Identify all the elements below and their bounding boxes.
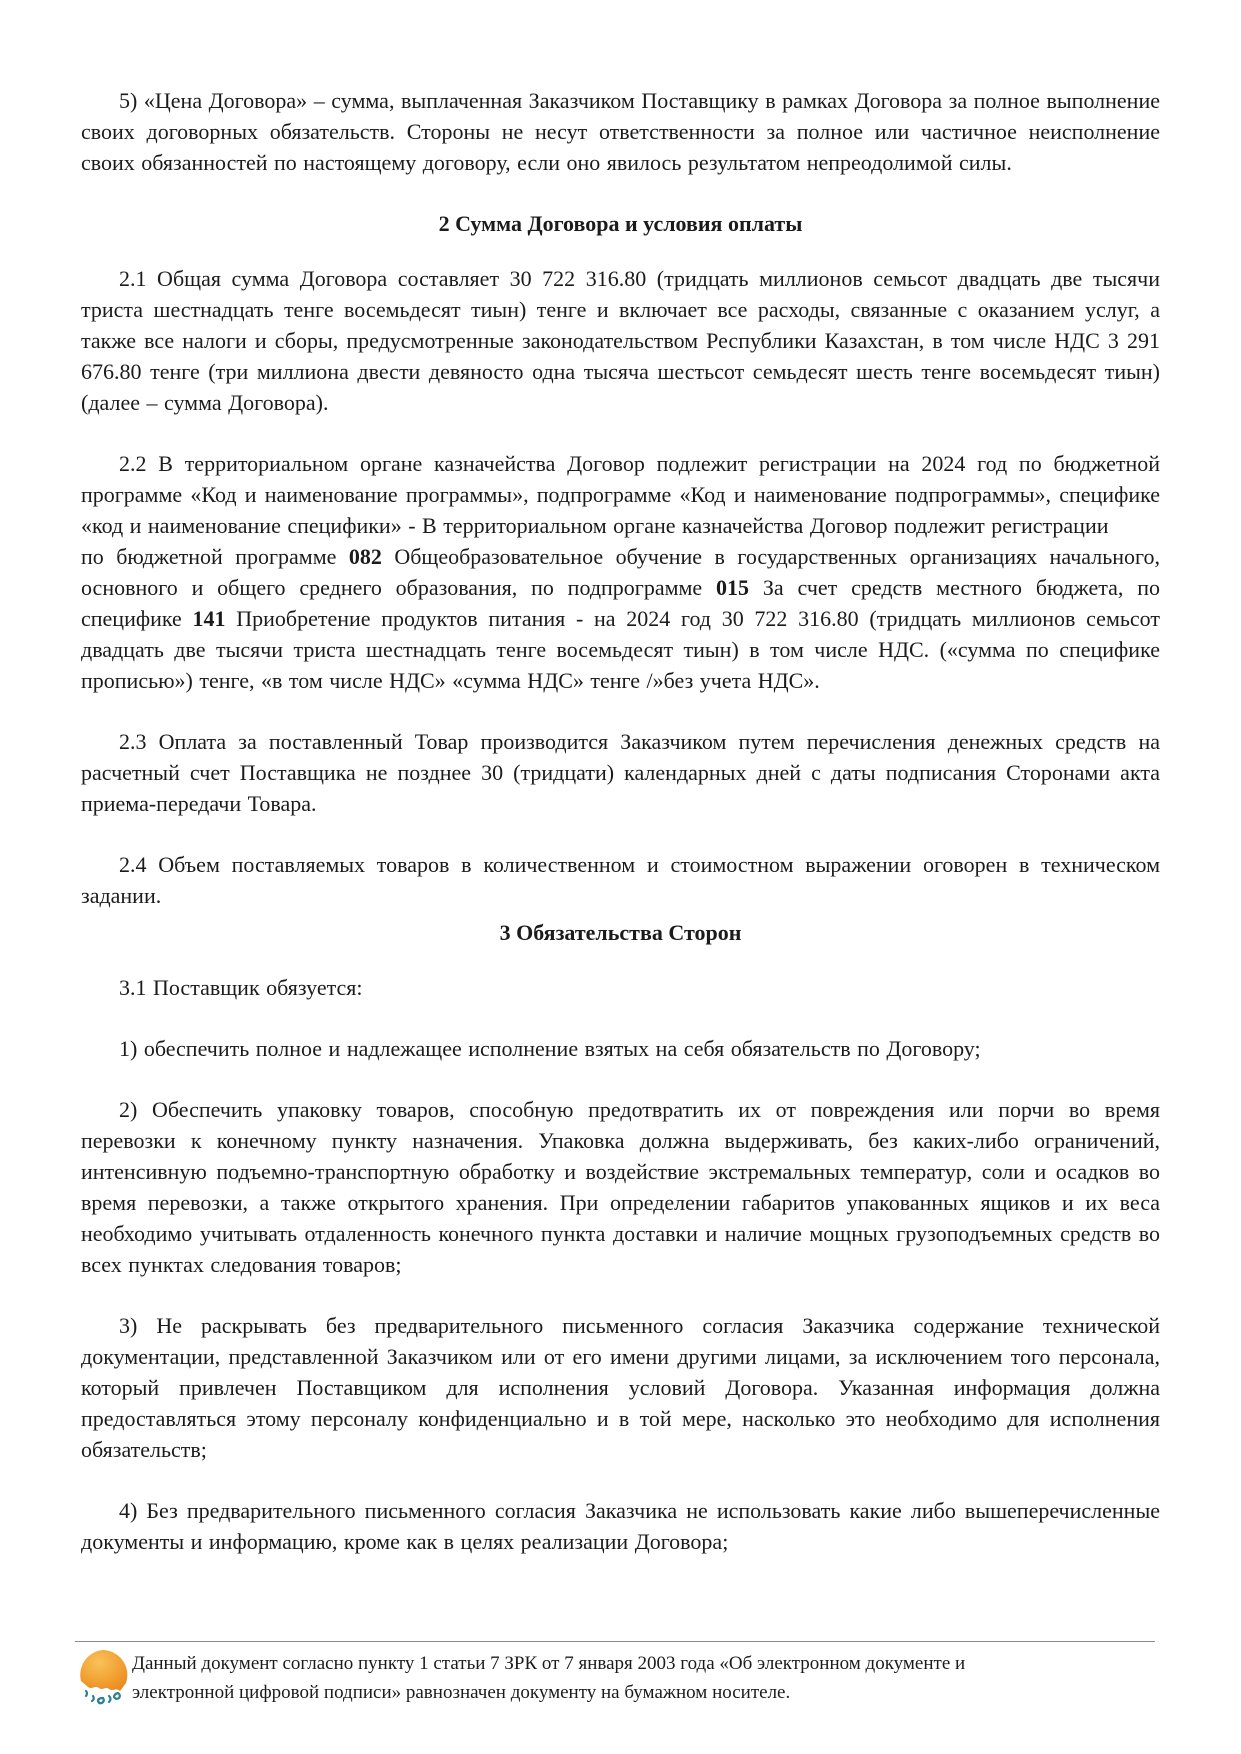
egov-stamp-icon [76, 1649, 130, 1705]
budget-specific-code: 141 [192, 606, 226, 631]
paragraph-3-1: 3.1 Поставщик обязуется: [119, 975, 363, 1000]
electronic-document-footer [75, 1641, 1155, 1707]
obligation-item-1: 1) обеспечить полное и надлежащее исполнение взятых на себя обязательств по Договору; [119, 1036, 981, 1061]
paragraph-2-2-seg4: Приобретение продуктов питания - на 2024 год 30 722 316.80 (тридцать миллионов семьсот двадцать две тысячи триста шестнадцать тенге восемьдесят тиын) в том числе НДС. («сумма по специфике прописью») тенге, «в том числе НДС» «сумма НДС» тенге /»без учета НДС». [81, 606, 1160, 693]
section-3-heading: 3 Обязательства Сторон [499, 920, 742, 945]
paragraph-2-4: 2.4 Объем поставляемых товаров в количественном и стоимостном выражении оговорен в техническом задании. [81, 852, 1160, 908]
document-body [81, 85, 1160, 1587]
paragraph-2-2 [81, 448, 1160, 696]
paragraph-2-1: 2.1 Общая сумма Договора составляет 30 722 316.80 (тридцать миллионов семьсот двадцать две тысячи триста шестнадцать тенге восемьдесят тиын) тенге и включает все расходы, связанные с оказанием услуг, а также все налоги и сборы, предусмотренные законодательством Республики Казахстан, в том числе НДС 3 291 676.80 тенге (три миллиона двести девяносто одна тысяча шестьсот семьдесят шесть тенге восемьдесят тиын) (далее – сумма Договора). [81, 266, 1160, 415]
obligation-item-2: 2) Обеспечить упаковку товаров, способную предотвратить их от повреждения или порчи во время перевозки к конечному пункту назначения. Упаковка должна выдерживать, без каких-либо ограничений, интенсивную подъемно-транспортную обработку и воздействие экстремальных температур, соли и осадков во время перевозки, а также открытого хранения. При определении габаритов упакованных ящиков и их веса необходимо учитывать отдаленность конечного пункта доставки и наличие мощных грузоподъемных средств во всех пунктах следования товаров; [81, 1097, 1160, 1277]
obligation-item-4: 4) Без предварительного письменного согласия Заказчика не использовать какие либо вышеперечисленные документы и информацию, кроме как в целях реализации Договора; [81, 1498, 1160, 1554]
footer-row [75, 1642, 1155, 1707]
paragraph-2-2-seg2: Общеобразовательное обучение в государственных организациях начального, основного и общего среднего образования, по подпрограмме [81, 544, 1160, 600]
budget-program-code: 082 [348, 544, 382, 569]
section-2-heading: 2 Сумма Договора и условия оплаты [438, 211, 803, 236]
paragraph-2-3: 2.3 Оплата за поставленный Товар производится Заказчиком путем перечисления денежных средств на расчетный счет Поставщика не позднее 30 (тридцати) календарных дней с даты подписания Сторонами акта приема-передачи Товара. [81, 729, 1160, 816]
footer-legal-note: Данный документ согласно пункту 1 статьи 7 ЗРК от 7 января 2003 года «Об электронном документе и электронной цифровой подписи» равнозначен документу на бумажном носителе. [132, 1653, 966, 1703]
paragraph-5-contract-price: 5) «Цена Договора» – сумма, выплаченная Заказчиком Поставщику в рамках Договора за полное выполнение своих договорных обязательств. Стороны не несут ответственности за полное или частичное неисполнение своих обязанностей по настоящему договору, если оно явилось результатом непреодолимой силы. [81, 88, 1160, 175]
budget-subprogram-code: 015 [716, 575, 750, 600]
obligation-item-3: 3) Не раскрывать без предварительного письменного согласия Заказчика содержание технической документации, представленной Заказчиком или от его имени другими лицами, за исключением того персонала, который привлечен Поставщиком для исполнения условий Договора. Указанная информация должна предоставляться этому персоналу конфиденциально и в той мере, насколько это необходимо для исполнения обязательств; [81, 1313, 1160, 1462]
paragraph-2-2-seg3: За счет средств местного бюджета, по специфике [81, 575, 1160, 631]
paragraph-2-2-seg1: по бюджетной программе [81, 544, 349, 569]
paragraph-2-2-line1: 2.2 В территориальном органе казначейства Договор подлежит регистрации на 2024 год по бюджетной программе «Код и наименование программы», подпрограмме «Код и наименование подпрограммы», специфике «код и наименование специфики» - В территориальном органе казначейства Договор подлежит регистрации [81, 451, 1160, 538]
